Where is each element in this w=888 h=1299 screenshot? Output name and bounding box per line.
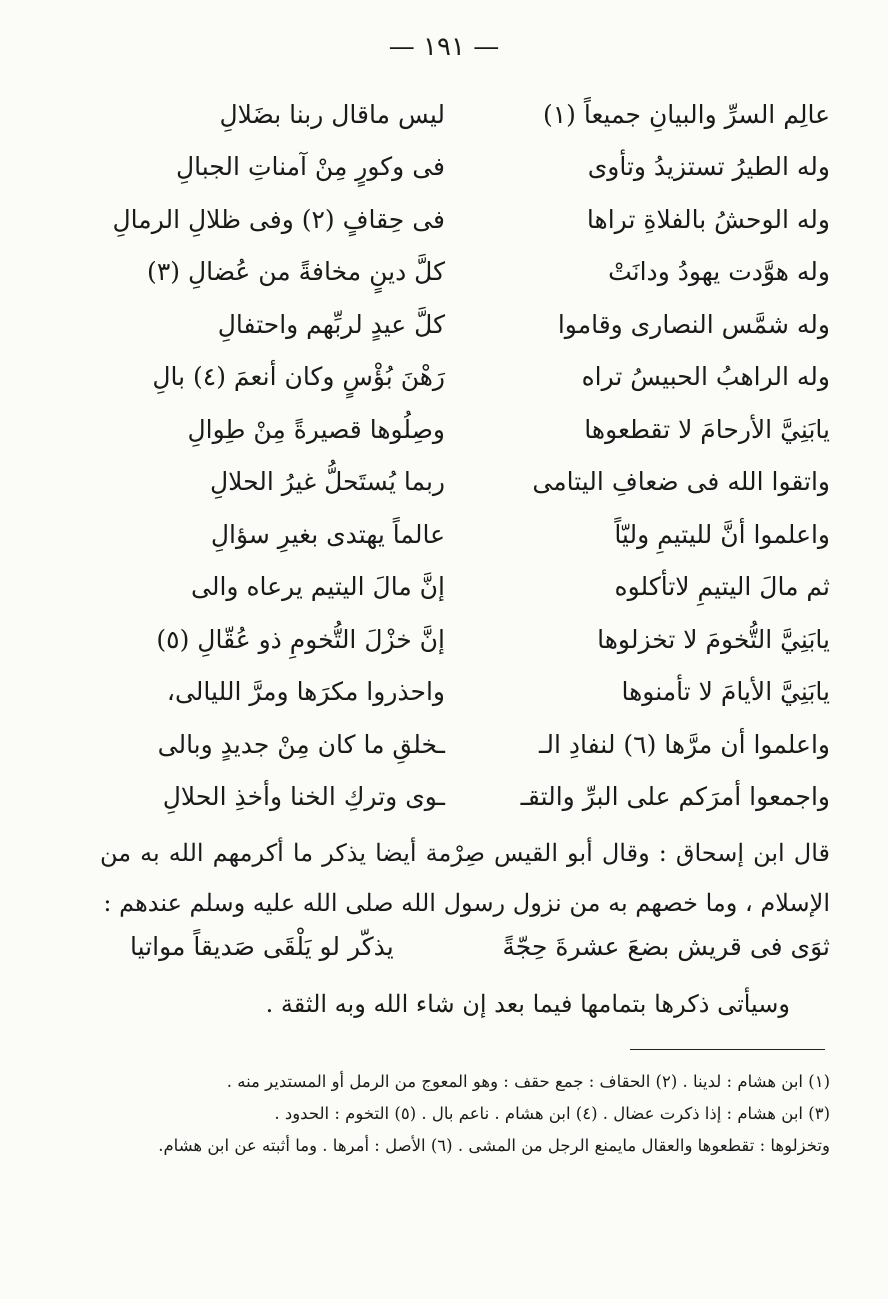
second-hemistich: ـخلقِ ما كان مِنْ جديدٍ وبالى: [157, 729, 445, 759]
first-hemistich: عالِم السرِّ والبيانِ جميعاً (١): [542, 99, 830, 129]
first-hemistich: يابَنِيَّ الأيامَ لا تأمنوها: [621, 677, 830, 707]
second-hemistich: واحذروا مكرَها ومرَّ الليالى،: [166, 677, 445, 707]
first-hemistich: يابَنِيَّ الأرحامَ لا تقطعوها: [584, 414, 830, 444]
second-hemistich: ـوى وتركِ الخنا وأخذِ الحلالِ: [162, 782, 445, 812]
verse-line: [105, 246, 830, 299]
verse-line: [105, 456, 830, 509]
second-hemistich: يذكّر لو يَلْقَى صَديقاً مواتيا: [130, 932, 394, 961]
verse-line: [105, 666, 830, 719]
footnote-line: (٣) ابن هشام : إذا ذكرت عضال . (٤) ابن هشام . ناعم بال . (٥) التخوم : الحدود .: [274, 1104, 830, 1123]
first-hemistich: يابَنِيَّ التُّخومَ لا تخزلوها: [597, 624, 830, 654]
second-hemistich: عالماً يهتدى بغيرِ سؤالِ: [210, 519, 445, 549]
verse-line: [105, 613, 830, 666]
first-hemistich: ثم مالَ اليتيمِ لاتأكلوه: [614, 572, 830, 602]
first-hemistich: واعلموا أن مرَّها (٦) لنفادِ الـ: [539, 729, 830, 759]
verse-line: [105, 561, 830, 614]
verse-line: [105, 718, 830, 771]
second-hemistich: كلَّ دينٍ مخافةً من عُضالِ (٣): [147, 257, 445, 287]
first-hemistich: وله الوحشُ بالفلاةِ تراها: [586, 204, 830, 234]
first-hemistich: واجمعوا أمرَكم على البرِّ والتقـ: [520, 782, 830, 812]
footnotes: [100, 1066, 830, 1162]
verse-line: [105, 298, 830, 351]
second-hemistich: إنَّ خزْلَ التُّخومِ ذو عُقّالِ (٥): [156, 624, 445, 654]
verse-line: [105, 88, 830, 141]
second-hemistich: ليس ماقال ربنا بضَلالِ: [219, 99, 445, 129]
first-hemistich: واعلموا أنَّ لليتيمِ وليّاً: [614, 519, 830, 549]
second-hemistich: فى وكورٍ مِنْ آمناتِ الجبالِ: [175, 152, 445, 182]
verse-line: [105, 771, 830, 824]
footnote-line: وتخزلوها : تقطعوها والعقال مايمنع الرجل من المشى . (٦) الأصل : أمرها . وما أثبته عن ابن هشام.: [158, 1136, 830, 1155]
footnote-divider: [630, 1049, 825, 1050]
second-hemistich: ربما يُستَحلُّ غيرُ الحلالِ: [209, 467, 445, 497]
verse-line: [105, 403, 830, 456]
closing-line: وسيأتى ذكرها بتمامها فيما بعد إن شاء الله وبه الثقة .: [265, 990, 790, 1018]
first-hemistich: وله الطيرُ تستزيدُ وتأوى: [587, 152, 830, 182]
page-number: — ١٩١ —: [388, 32, 500, 62]
first-hemistich: وله هوَّدت يهودُ ودانَتْ: [608, 257, 830, 287]
second-hemistich: إنَّ مالَ اليتيم يرعاه والى: [191, 572, 445, 602]
first-hemistich: ثوَى فى قريش بضعَ عشرةَ حِجّةً: [502, 932, 830, 961]
verse-line: [105, 141, 830, 194]
first-hemistich: وله شمَّس النصارى وقاموا: [557, 309, 830, 339]
prose-paragraph: [100, 828, 830, 928]
verse-line: [105, 508, 830, 561]
prose-text: قال ابن إسحاق : وقال أبو القيس صِرْمة أيضا يذكر ما أكرمهم الله به من الإسلام ، وما خصهم به من نزول رسول الله صلى الله عليه وسلم عندهم :: [100, 839, 830, 917]
first-hemistich: واتقوا الله فى ضعافِ اليتامى: [532, 467, 830, 497]
second-hemistich: كلَّ عيدٍ لربِّهم واحتفالِ: [217, 309, 445, 339]
second-hemistich: فى حِقافٍ (٢) وفى ظلالِ الرمالِ: [112, 204, 445, 234]
verse-line: [105, 193, 830, 246]
second-hemistich: رَهْنَ بُؤْسٍ وكان أنعمَ (٤) بالِ: [152, 362, 445, 392]
footnote-line: (١) ابن هشام : لدينا . (٢) الحقاف : جمع حقف : وهو المعوج من الرمل أو المستدير منه .: [226, 1072, 830, 1091]
first-hemistich: وله الراهبُ الحبيسُ تراه: [581, 362, 830, 392]
second-hemistich: وصِلُوها قصيرةً مِنْ طِوالِ: [187, 414, 445, 444]
poem: [105, 88, 830, 823]
final-verse-line: [130, 932, 830, 961]
verse-line: [105, 351, 830, 404]
